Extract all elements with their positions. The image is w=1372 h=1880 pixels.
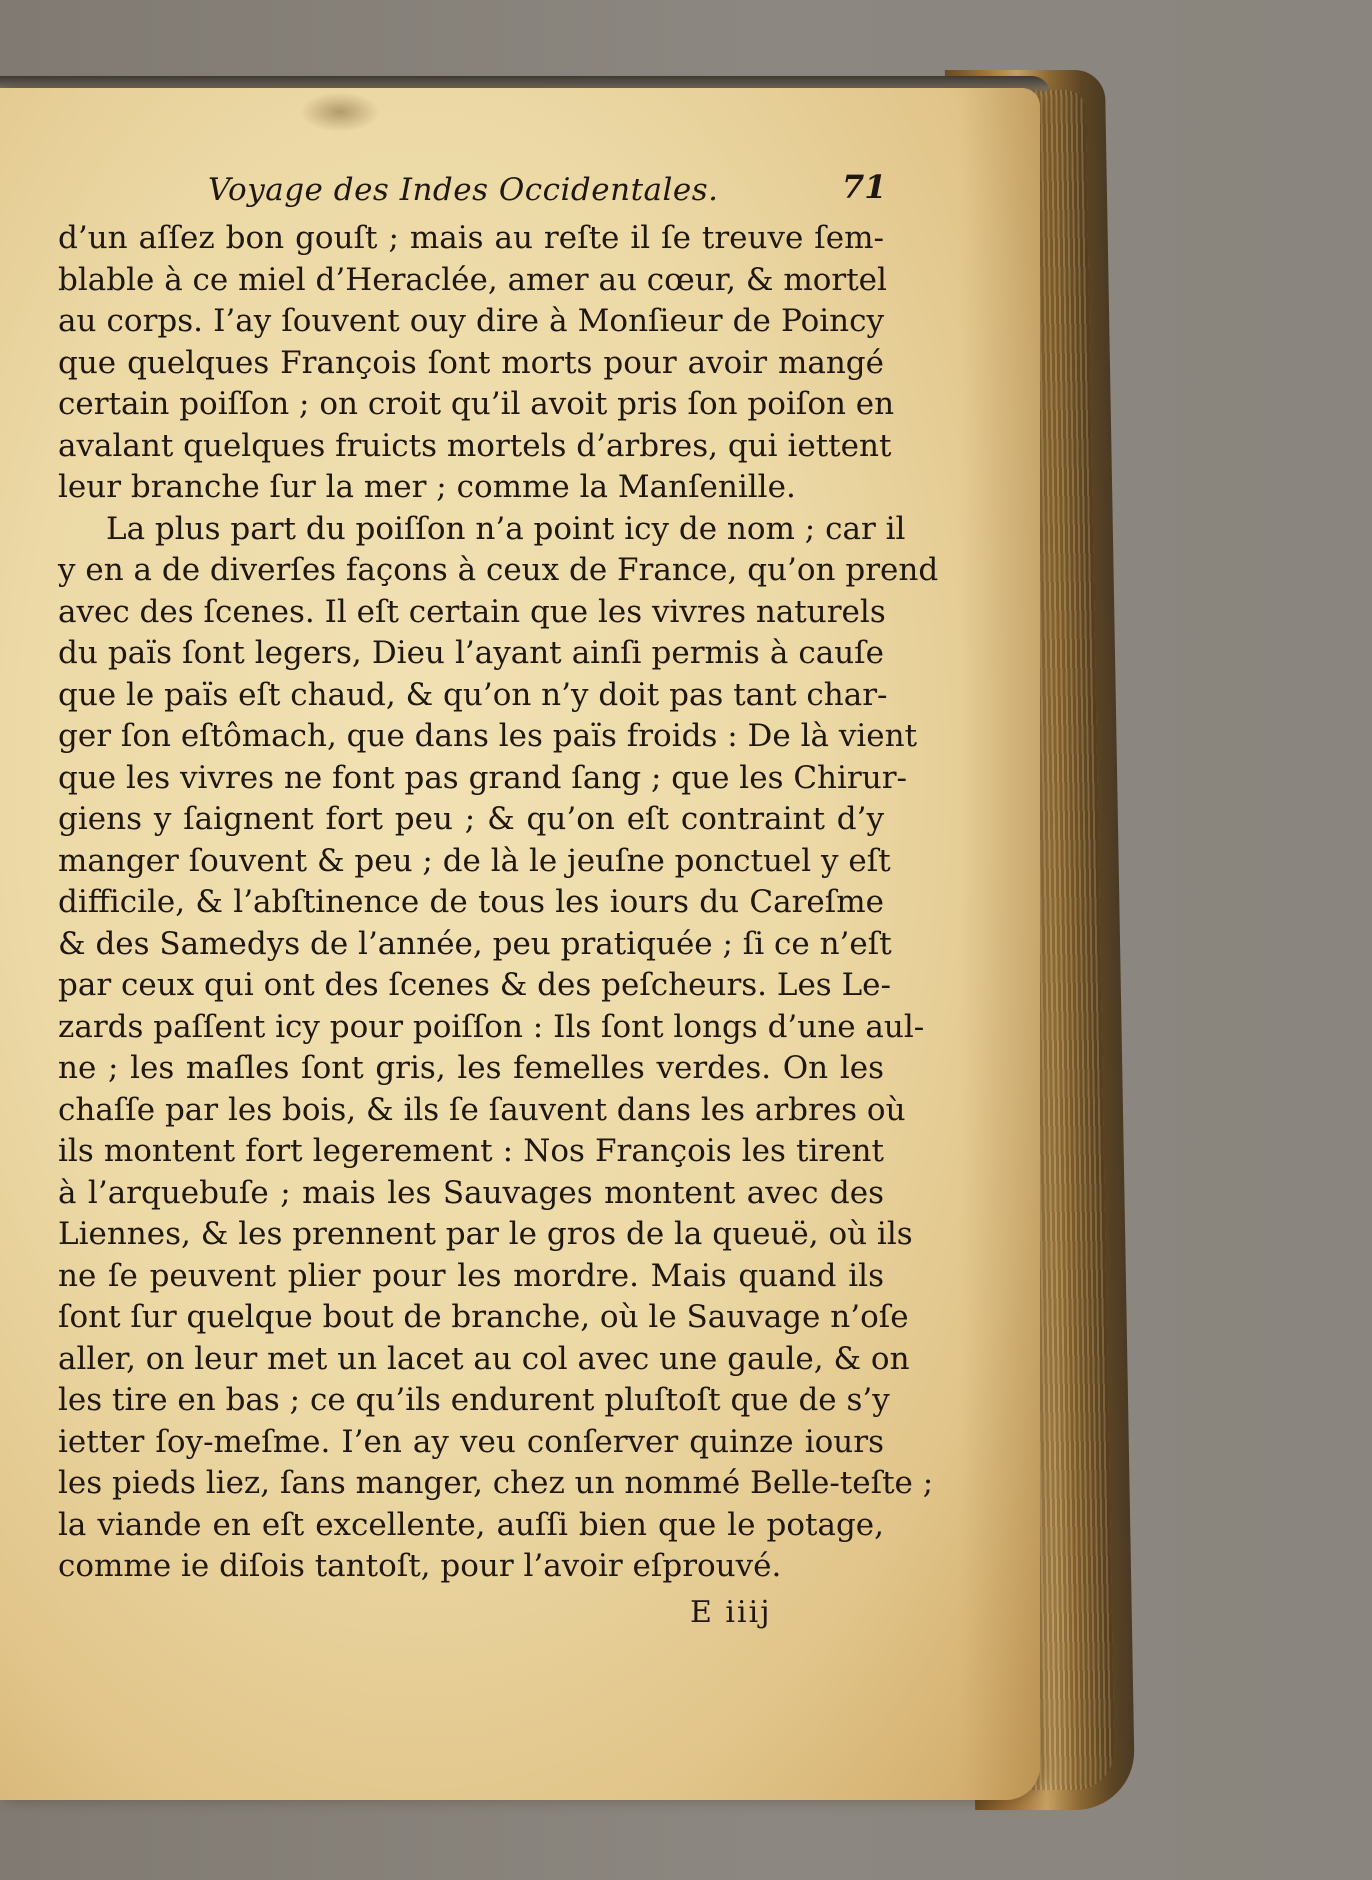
text-line: du païs ſont legers, Dieu l’ayant ainſi permis à cauſe xyxy=(58,635,884,671)
text-line: la viande en eſt excellente, auſſi bien que le potage, xyxy=(58,1506,884,1543)
text-line: Liennes, & les prennent par le gros de la queuë, où ils xyxy=(58,1216,913,1252)
text-line: ger ſon eſtômach, que dans les païs froids : De là vient xyxy=(58,718,918,754)
text-line: comme ie diſois tantoſt, pour l’avoir eſprouvé. xyxy=(58,1548,782,1584)
text-line: chaſſe par les bois, & ils ſe ſauvent dans les arbres où xyxy=(58,1091,906,1128)
text-line: au corps. I’ay ſouvent ouy dire à Monſieur de Poincy xyxy=(58,303,884,339)
text-line: les tire en bas ; ce qu’ils endurent pluſtoſt que de s’y xyxy=(58,1382,890,1418)
text-line: ietter ſoy-meſme. I’en ay veu conſerver quinze iours xyxy=(58,1423,884,1460)
text-line: ſont ſur quelque bout de branche, où le Sauvage n’oſe xyxy=(58,1299,909,1335)
text-line: blable à ce miel d’Heraclée, amer au cœur, & mortel xyxy=(58,261,887,298)
text-line: ne ; les maſles ſont gris, les femelles verdes. On les xyxy=(58,1050,884,1086)
text-line: zards paſſent icy pour poiſſon : Ils ſont longs d’une aul- xyxy=(58,1008,925,1045)
text-line: certain poiſſon ; on croit qu’il avoit pris ſon poiſon en xyxy=(58,386,895,422)
text-line: avec des ſcenes. Il eſt certain que les vivres naturels xyxy=(58,593,886,630)
text-line: manger ſouvent & peu ; de là le jeuſne ponctuel y eſt xyxy=(58,842,891,879)
text-line: y en a de diverſes façons à ceux de France, qu’on prend xyxy=(58,552,939,588)
text-line: par ceux qui ont des ſcenes & des peſcheurs. Les Le- xyxy=(58,967,891,1003)
text-line: d’un aſſez bon gouſt ; mais au reſte il ſe treuve ſem- xyxy=(58,220,884,256)
text-line: difficile, & l’abſtinence de tous les iours du Careſme xyxy=(58,884,884,920)
body-text xyxy=(58,218,939,1588)
text-line: aller, on leur met un lacet au col avec une gaule, & on xyxy=(58,1340,910,1377)
text-line: ne ſe peuvent plier pour les mordre. Mais quand ils xyxy=(58,1257,884,1294)
page-number: 71 xyxy=(842,168,887,206)
signature-mark: E iiij xyxy=(690,1595,772,1630)
text-line: que le païs eſt chaud, & qu’on n’y doit pas tant char- xyxy=(58,676,888,713)
text-line: giens y ſaignent fort peu ; & qu’on eſt contraint d’y xyxy=(58,801,884,837)
text-line: à l’arquebuſe ; mais les Sauvages montent avec des xyxy=(58,1174,884,1211)
text-line: que quelques François ſont morts pour avoir mangé xyxy=(58,344,884,381)
text-line: & des Samedys de l’année, peu pratiquée ; ſi ce n’eſt xyxy=(58,925,892,962)
text-line: les pieds liez, ſans manger, chez un nommé Belle-teſte ; xyxy=(58,1465,934,1501)
text-line: que les vivres ne font pas grand ſang ; que les Chirur- xyxy=(58,759,908,796)
text-line: ils montent fort legerement : Nos François les tirent xyxy=(58,1133,884,1169)
text-line: leur branche ſur la mer ; comme la Manſenille. xyxy=(58,469,796,505)
running-head: Voyage des Indes Occidentales. xyxy=(208,172,719,208)
text-line: avalant quelques fruicts mortels d’arbres, qui iettent xyxy=(58,427,892,464)
paragraph-start-line: La plus part du poiſſon n’a point icy de nom ; car il xyxy=(106,510,906,547)
